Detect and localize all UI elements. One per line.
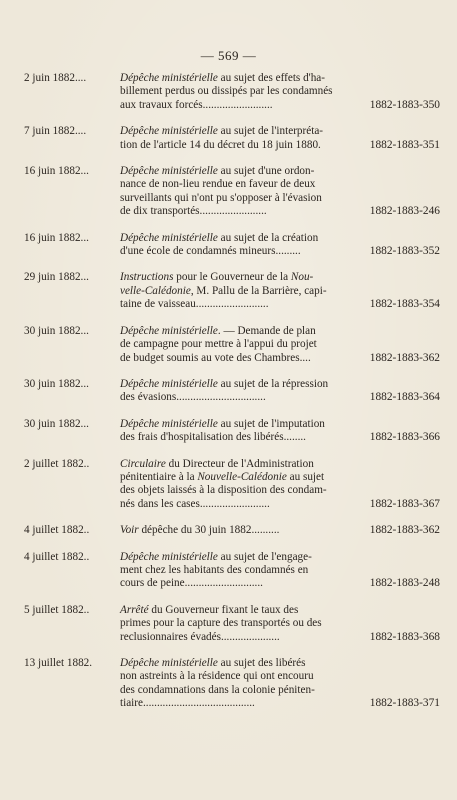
entry-description (120, 524, 342, 537)
entry-line: Voir dépêche du 30 juin 1882.......... (120, 524, 280, 537)
entry-reference: 1882-1883-350 (369, 98, 440, 111)
entry-list (24, 72, 440, 724)
entry-reference: 1882-1883-351 (369, 138, 440, 151)
entry-line: Dépêche ministérielle. — Demande de plan (120, 324, 316, 337)
entry-line: Dépêche ministérielle au sujet de l'interpréta- (120, 125, 324, 138)
entry-line: d'une école de condamnés mineurs......... (120, 245, 301, 258)
entry-reference: 1882-1883-362 (369, 351, 440, 364)
list-item (24, 165, 440, 219)
entry-description (120, 271, 342, 311)
entry-date: 30 juin 1882... (24, 324, 89, 337)
entry-line: ment chez les habitants des condamnés en (120, 563, 309, 576)
entry-date: 16 juin 1882... (24, 231, 89, 244)
entry-date: 4 juillet 1882.. (24, 524, 90, 537)
entry-line: de dix transportés........................ (120, 205, 267, 218)
entry-line: Instructions pour le Gouverneur de la Nou- (120, 271, 314, 284)
entry-date: 2 juillet 1882.. (24, 457, 90, 470)
entry-line: Dépêche ministérielle au sujet de l'imputation (120, 417, 325, 430)
list-item (24, 604, 440, 644)
entry-reference: 1882-1883-371 (369, 697, 440, 710)
entry-description (120, 378, 342, 405)
entry-line: velle-Calédonie, M. Pallu de la Barrière, capi- (120, 284, 327, 297)
list-item (24, 325, 440, 365)
entry-line: Dépêche ministérielle au sujet de la répression (120, 377, 329, 390)
entry-line: reclusionnaires évadés..................... (120, 630, 280, 643)
entry-reference: 1882-1883-352 (369, 245, 440, 258)
entry-line: cours de peine............................ (120, 577, 263, 590)
entry-reference: 1882-1883-246 (369, 205, 440, 218)
entry-date: 5 juillet 1882.. (24, 603, 90, 616)
entry-line: Dépêche ministérielle au sujet des libérés (120, 657, 306, 669)
entry-line: Dépêche ministérielle au sujet de la création (120, 231, 319, 244)
entry-description (120, 657, 342, 711)
entry-date: 7 juin 1882.... (24, 125, 87, 138)
entry-line: nés dans les cases......................... (120, 497, 270, 510)
entry-description (120, 325, 342, 365)
entry-reference: 1882-1883-368 (369, 630, 440, 643)
entry-date: 30 juin 1882... (24, 377, 89, 390)
entry-line: des condamnations dans la colonie péniten- (120, 683, 315, 696)
entry-line: Dépêche ministérielle au sujet des effets d'ha- (120, 72, 325, 84)
entry-line: aux travaux forcés......................... (120, 98, 273, 111)
list-item (24, 232, 440, 259)
entry-line: surveillants qui n'ont pu s'opposer à l'évasion (120, 191, 322, 204)
entry-line: Arrêté du Gouverneur fixant le taux des (120, 603, 299, 616)
entry-line: de campagne pour mettre à l'appui du projet (120, 338, 317, 351)
entry-reference: 1882-1883-248 (369, 577, 440, 590)
entry-line: Dépêche ministérielle au sujet d'une ordon- (120, 165, 315, 178)
entry-description (120, 458, 342, 512)
entry-date: 29 juin 1882... (24, 271, 89, 284)
list-item (24, 458, 440, 512)
list-item (24, 271, 440, 311)
entry-line: billement perdus ou dissipés par les condamnés (120, 85, 333, 98)
entry-line: des évasions................................ (120, 391, 266, 404)
entry-description (120, 72, 342, 112)
entry-date: 13 juillet 1882. (24, 657, 93, 669)
list-item (24, 378, 440, 405)
entry-date: 4 juillet 1882.. (24, 550, 90, 563)
list-item (24, 657, 440, 711)
list-item (24, 125, 440, 152)
entry-line: Circulaire du Directeur de l'Administration (120, 457, 314, 470)
entry-reference: 1882-1883-362 (369, 524, 440, 537)
entry-description (120, 604, 342, 644)
list-item (24, 72, 440, 112)
entry-date: 30 juin 1882... (24, 417, 89, 430)
entry-reference: 1882-1883-364 (369, 391, 440, 404)
entry-description (120, 551, 342, 591)
entry-line: Dépêche ministérielle au sujet de l'engage- (120, 550, 312, 563)
page-number: — 569 — (200, 48, 257, 63)
entry-description (120, 418, 342, 445)
entry-line: non astreints à la résidence qui ont encouru (120, 670, 314, 683)
entry-reference: 1882-1883-367 (369, 497, 440, 510)
entry-description (120, 125, 342, 152)
entry-line: nance de non-lieu rendue en faveur de deux (120, 178, 316, 191)
entry-line: tion de l'article 14 du décret du 18 juin 1880. (120, 138, 321, 151)
entry-line: tiaire........................................ (120, 697, 255, 710)
entry-description (120, 165, 342, 219)
entry-reference: 1882-1883-354 (369, 298, 440, 311)
entry-date: 2 juin 1882.... (24, 72, 87, 84)
entry-line: pénitentiaire à la Nouvelle-Calédonie au sujet (120, 470, 325, 483)
entry-line: des frais d'hospitalisation des libérés........ (120, 431, 306, 444)
entry-date: 16 juin 1882... (24, 165, 89, 178)
entry-description (120, 232, 342, 259)
entry-line: primes pour la capture des transportés ou des (120, 617, 322, 630)
entry-line: de budget soumis au vote des Chambres.... (120, 351, 311, 364)
list-item (24, 524, 440, 537)
list-item (24, 551, 440, 591)
entry-reference: 1882-1883-366 (369, 431, 440, 444)
entry-line: des objets laissés à la disposition des condam- (120, 484, 327, 497)
entry-line: taine de vaisseau.......................... (120, 298, 269, 311)
list-item (24, 418, 440, 445)
